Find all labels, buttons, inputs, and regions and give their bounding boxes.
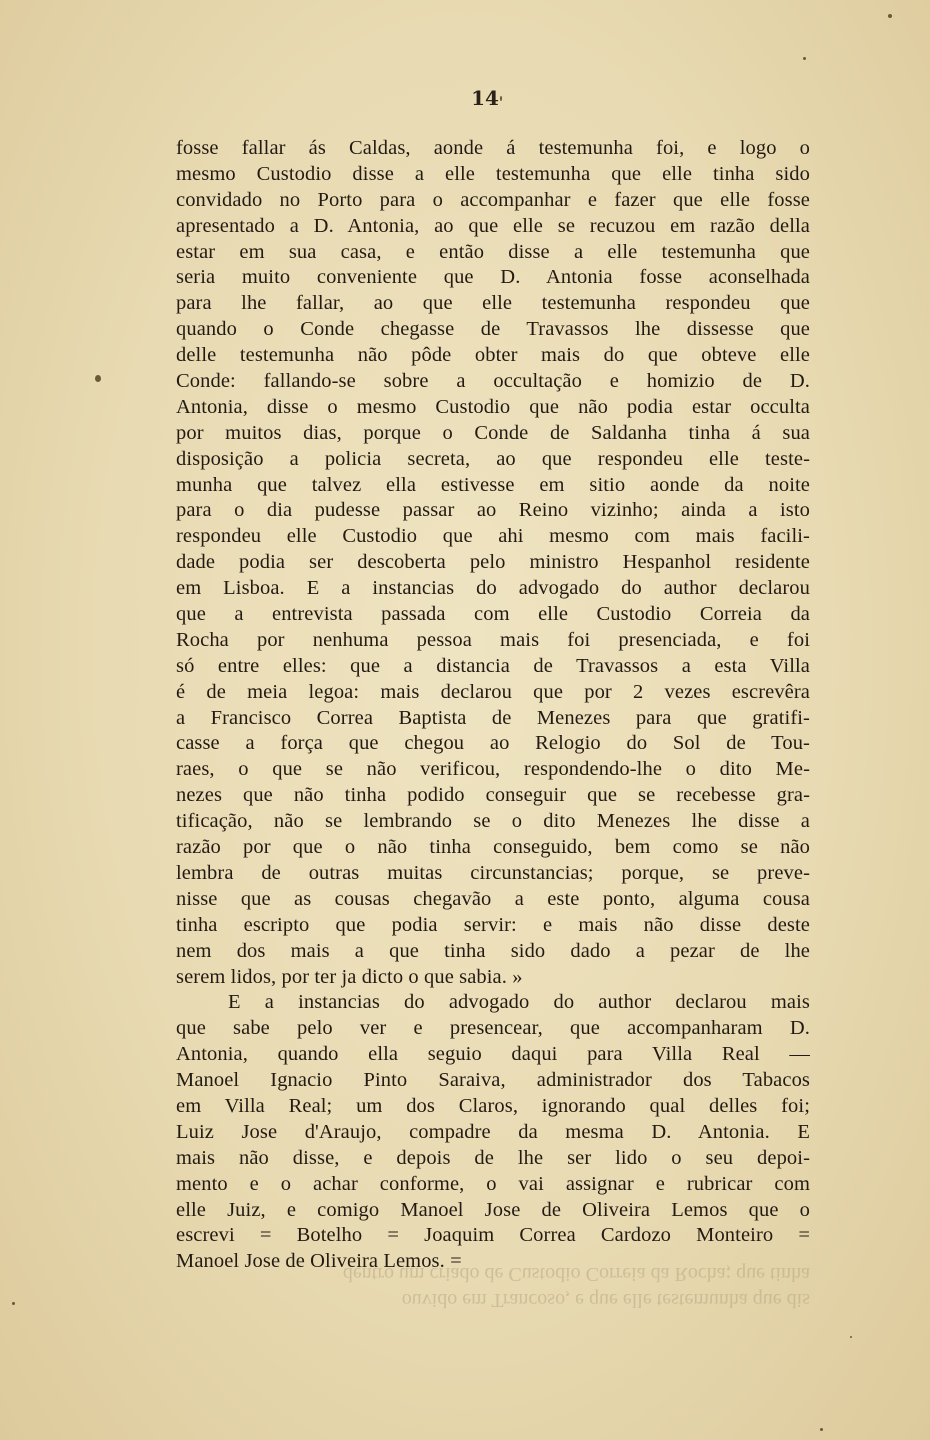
text-line: elle Juiz, e comigo Manoel Jose de Oliveira Lemos que o — [176, 1198, 810, 1221]
body-text — [176, 136, 810, 1275]
text-line: raes, o que se não verificou, respondendo-lhe o dito Me- — [176, 758, 810, 781]
paper-speck — [12, 1302, 15, 1305]
page-number: 14 — [471, 86, 499, 110]
text-line: Antonia, quando ella seguio daqui para Villa Real — — [176, 1043, 810, 1066]
text-line: Rocha por nenhuma pessoa mais foi presenciada, e foi — [176, 628, 810, 651]
text-line: mais não disse, e depois de lhe ser lido o seu depoi- — [176, 1146, 810, 1169]
text-line: Conde: fallando-se sobre a occultação e homizio de D. — [176, 370, 810, 393]
text-line: E a instancias do advogado do author declarou mais — [228, 991, 810, 1014]
text-line: nezes que não tinha podido conseguir que se recebesse gra- — [176, 784, 810, 807]
text-line: por muitos dias, porque o Conde de Saldanha tinha á sua — [176, 421, 810, 444]
text-line: em Villa Real; um dos Claros, ignorando qual delles foi; — [176, 1094, 810, 1117]
text-line: Luiz Jose d'Araujo, compadre da mesma D. Antonia. E — [176, 1120, 810, 1143]
text-line: Antonia, disse o mesmo Custodio que não podia estar occulta — [176, 395, 810, 418]
text-line: escrevi = Botelho = Joaquim Correa Cardozo Monteiro = — [176, 1224, 810, 1247]
text-line: fosse fallar ás Caldas, aonde á testemunha foi, e logo o — [176, 137, 810, 159]
text-line: só entre elles: que a distancia de Travassos a esta Villa — [176, 654, 810, 677]
text-line: tinha escripto que podia servir: e mais não disse deste — [176, 913, 810, 936]
text-line: a Francisco Correa Baptista de Menezes para que gratifi- — [176, 706, 810, 729]
text-line: mento e o achar conforme, o vai assignar e rubricar com — [176, 1172, 810, 1195]
text-line: dade podia ser descoberta pelo ministro Hespanhol residente — [176, 551, 810, 574]
text-line: em Lisboa. E a instancias do advogado do author declarou — [176, 577, 810, 600]
text-line: nem dos mais a que tinha sido dado a pezar de lhe — [176, 939, 810, 962]
paper-speck — [803, 57, 806, 60]
text-line: que a entrevista passada com elle Custodio Correia da — [176, 603, 810, 626]
text-line: Manoel Ignacio Pinto Saraiva, administrador dos Tabacos — [176, 1069, 810, 1092]
text-line: nisse que as cousas chegavão a este ponto, alguma cousa — [176, 887, 810, 910]
text-line: convidado no Porto para o accompanhar e fazer que elle fosse — [176, 188, 810, 211]
show-through-text: ouvido em Trancoso, e que elle testemunha que dis — [401, 1289, 810, 1311]
text-line: estar em sua casa, e então disse a elle testemunha que — [176, 240, 810, 263]
text-line: munha que talvez ella estivesse em sitio aonde da noite — [176, 473, 810, 496]
text-line: respondeu elle Custodio que ahi mesmo com mais facili- — [176, 525, 810, 548]
text-line: mesmo Custodio disse a elle testemunha que elle tinha sido — [176, 162, 810, 185]
text-line: para lhe fallar, ao que elle testemunha respondeu que — [176, 292, 810, 315]
text-line: seria muito conveniente que D. Antonia fosse aconselhada — [176, 266, 810, 289]
text-line: que sabe pelo ver e presencear, que accompanharam D. — [176, 1017, 810, 1040]
text-line: lembra de outras muitas circunstancias; porque, se preve- — [176, 861, 810, 884]
paper-speck — [820, 1428, 823, 1431]
text-line: delle testemunha não pôde obter mais do que obteve elle — [176, 344, 810, 367]
paper-speck — [95, 375, 101, 382]
text-line: disposição a policia secreta, ao que respondeu elle teste- — [176, 447, 810, 470]
text-line: tificação, não se lembrando se o dito Menezes lhe disse a — [176, 810, 810, 833]
text-line: razão por que o não tinha conseguido, bem como se não — [176, 836, 810, 859]
show-through-text: dentro um criado de Custodio Correia da Rocha; que tinha — [342, 1263, 810, 1285]
paper-speck — [888, 14, 892, 18]
text-line: casse a força que chegou ao Relogio do Sol de Tou- — [176, 732, 810, 755]
text-line: serem lidos, por ter ja dicto o que sabia. » — [176, 965, 523, 988]
text-line: para o dia pudesse passar ao Reino vizinho; ainda a isto — [176, 499, 810, 522]
text-line: quando o Conde chegasse de Travassos lhe dissesse que — [176, 318, 810, 341]
text-line: é de meia legoa: mais declarou que por 2 vezes escrevêra — [176, 680, 810, 703]
text-line: apresentado a D. Antonia, ao que elle se recuzou em razão della — [176, 214, 810, 237]
text-line: Manoel Jose de Oliveira Lemos. = — [176, 1250, 462, 1273]
paper-speck — [850, 1336, 852, 1338]
